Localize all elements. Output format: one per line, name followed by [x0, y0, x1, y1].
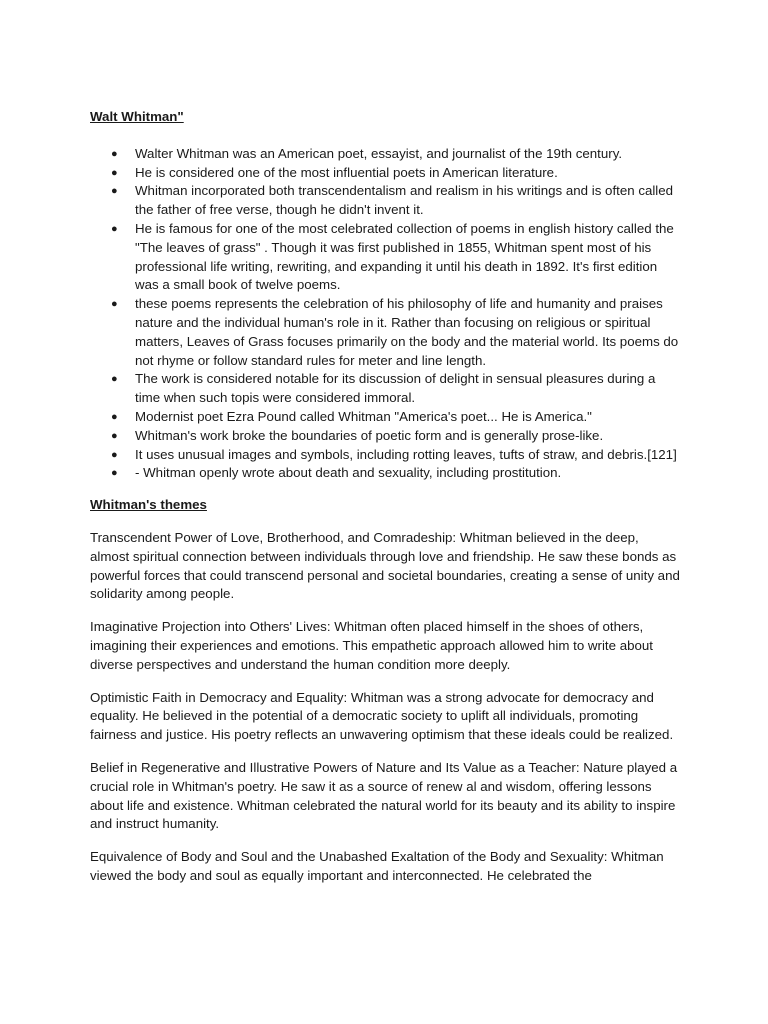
list-item-text: Whitman incorporated both transcendentalism and realism in his writings and is often called the father of free verse, though he didn't invent it. [135, 183, 674, 218]
bullet-icon: ● [111, 147, 118, 160]
list-item-text: - Whitman openly wrote about death and sexuality, including prostitution. [135, 465, 562, 481]
list-item [90, 220, 680, 295]
bullet-icon: ● [111, 222, 118, 235]
list-item-text: Whitman's work broke the boundaries of poetic form and is generally prose-like. [135, 427, 604, 443]
bullet-icon: ● [111, 467, 118, 480]
theme-paragraph: Imaginative Projection into Others' Lives: Whitman often placed himself in the shoes of others, imagining their experiences and emotions. This empathetic approach allowed him to write about diverse perspectives and understand the human condition more deeply. [90, 619, 653, 672]
list-item [90, 446, 680, 465]
list-item-text: Walter Whitman was an American poet, essayist, and journalist of the 19th century. [135, 145, 623, 161]
theme-paragraph: Transcendent Power of Love, Brotherhood, and Comradeship: Whitman believed in the deep, almost spiritual connection between individuals through love and friendship. He saw these bonds as powerful forces that could transcend personal and societal boundaries, creating a sense of unity and solidarity among people. [90, 529, 680, 602]
list-item-text: Modernist poet Ezra Pound called Whitman "America's poet... He is America." [135, 408, 592, 424]
list-item [90, 464, 680, 483]
document-page [90, 108, 680, 886]
themes-heading: Whitman's themes [90, 497, 207, 513]
bullet-icon: ● [111, 410, 118, 423]
bullet-icon: ● [111, 429, 118, 442]
bullet-icon: ● [111, 166, 118, 179]
list-item [90, 295, 680, 370]
facts-list [90, 145, 680, 483]
list-item-text: He is famous for one of the most celebrated collection of poems in english history called the "The leaves of grass" . Though it was first published in 1855, Whitman spent most of his professional life writing, rewriting, and expanding it until his death in 1892. It's first edition was a small book of twelve poems. [135, 220, 674, 293]
list-item-text: He is considered one of the most influential poets in American literature. [135, 164, 558, 180]
list-item [90, 408, 680, 427]
document-title: Walt Whitman" [90, 109, 184, 124]
bullet-icon: ● [111, 448, 118, 461]
bullet-icon: ● [111, 185, 118, 198]
list-item-text: The work is considered notable for its discussion of delight in sensual pleasures during a time when such topis were considered immoral. [135, 371, 656, 406]
list-item-text: It uses unusual images and symbols, including rotting leaves, tufts of straw, and debris.[121] [135, 446, 677, 462]
list-item-text: these poems represents the celebration of his philosophy of life and humanity and praises nature and the individual human's role in it. Rather than focusing on religious or spiritual matters, Leaves of Grass focuses primarily on the body and the material world. Its poems do not rhyme or follow standard rules for meter and line length. [135, 296, 679, 368]
bullet-icon: ● [111, 298, 118, 311]
theme-paragraph: Belief in Regenerative and Illustrative Powers of Nature and Its Value as a Teacher: Nature played a crucial role in Whitman's poetry. He saw it as a source of renew al and wisdom, offering lessons about life and existence. Whitman celebrated the natural world for its beauty and its ability to inspire and instruct humanity. [90, 759, 678, 832]
list-item [90, 182, 680, 220]
bullet-icon: ● [111, 373, 118, 386]
theme-paragraph: Equivalence of Body and Soul and the Unabashed Exaltation of the Body and Sexuality: Whitman viewed the body and soul as equally important and interconnected. He celebrated the [90, 849, 664, 883]
list-item [90, 164, 680, 183]
theme-paragraph: Optimistic Faith in Democracy and Equality: Whitman was a strong advocate for democracy and equality. He believed in the potential of a democratic society to uplift all individuals, promoting fairness and justice. His poetry reflects an unwavering optimism that these ideals could be realized. [90, 689, 674, 743]
list-item [90, 427, 680, 446]
list-item [90, 370, 680, 408]
list-item [90, 145, 680, 164]
